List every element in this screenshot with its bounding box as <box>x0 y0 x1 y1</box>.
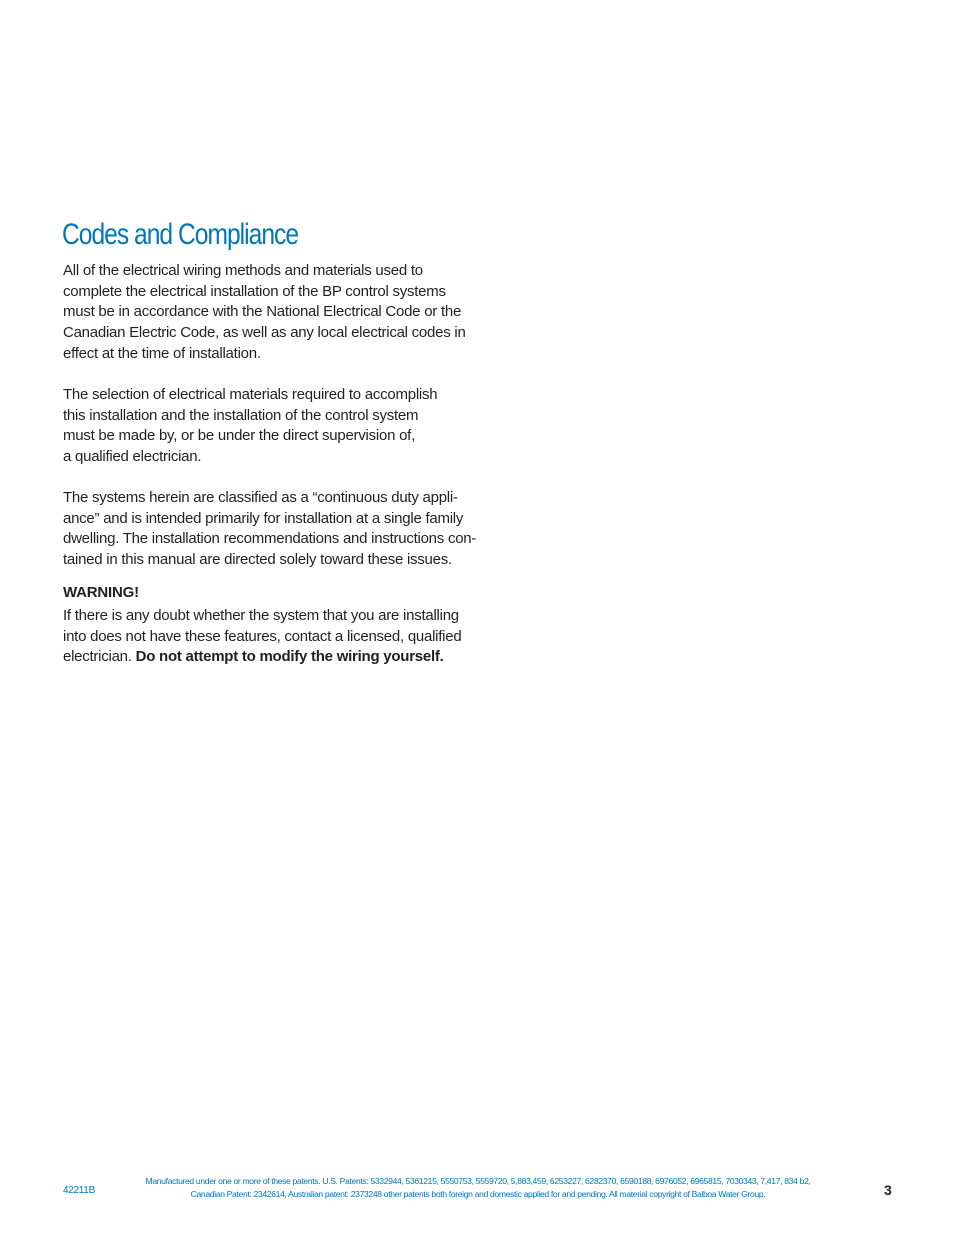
warning-text <box>63 606 523 668</box>
warning-line: into does not have these features, contact a licensed, qualified <box>63 627 462 645</box>
paragraph-line: Canadian Electric Code, as well as any local electrical codes in <box>63 324 466 342</box>
page-number: 3 <box>884 1182 892 1198</box>
document-code: 42211B <box>63 1185 95 1196</box>
paragraph-line: The systems herein are classified as a “continuous duty appli- <box>63 489 458 506</box>
paragraph-line: complete the electrical installation of the BP control systems <box>63 282 446 300</box>
section-title: Codes and Compliance <box>62 218 299 251</box>
warning-last-line <box>63 647 523 668</box>
paragraph-line: this installation and the installation of the control system <box>63 406 419 424</box>
paragraph-line: ance” and is intended primarily for installation at a single family <box>63 509 464 527</box>
paragraph-system-classification <box>63 488 523 571</box>
paragraph-line: tained in this manual are directed solely toward these issues. <box>63 551 452 569</box>
paragraph-line: The selection of electrical materials required to accomplish <box>63 386 438 403</box>
patents-line: Canadian Patent: 2342614, Australian patent: 2373248 other patents both foreign and domestic applied for and pending. All material copyright of Balboa Water Group. <box>190 1189 766 1199</box>
paragraph-line: must be in accordance with the National Electrical Code or the <box>63 303 462 321</box>
paragraph-line: a qualified electrician. <box>63 448 202 466</box>
warning-emphasis: Do not attempt to modify the wiring yourself. <box>135 648 444 666</box>
warning-last-line-prefix: electrician. <box>63 648 132 666</box>
paragraph-line: must be made by, or be under the direct supervision of, <box>63 427 415 445</box>
paragraph-wiring-methods <box>63 261 523 365</box>
paragraph-line: All of the electrical wiring methods and materials used to <box>63 262 423 279</box>
warning-line: If there is any doubt whether the system that you are installing <box>63 607 459 624</box>
paragraph-line: effect at the time of installation. <box>63 344 261 362</box>
patents-line: Manufactured under one or more of these patents. U.S. Patents: 5332944, 5361215, 5550753, 5559720, 5,883,459, 6253227, 6282370, 6590188, 6976052, 6965815, 7030343, 7,417, 834 b2, <box>145 1176 811 1186</box>
patents-notice <box>108 1175 848 1201</box>
warning-heading: WARNING! <box>63 584 139 601</box>
paragraph-line: dwelling. The installation recommendations and instructions con- <box>63 530 477 548</box>
paragraph-material-selection <box>63 385 523 468</box>
